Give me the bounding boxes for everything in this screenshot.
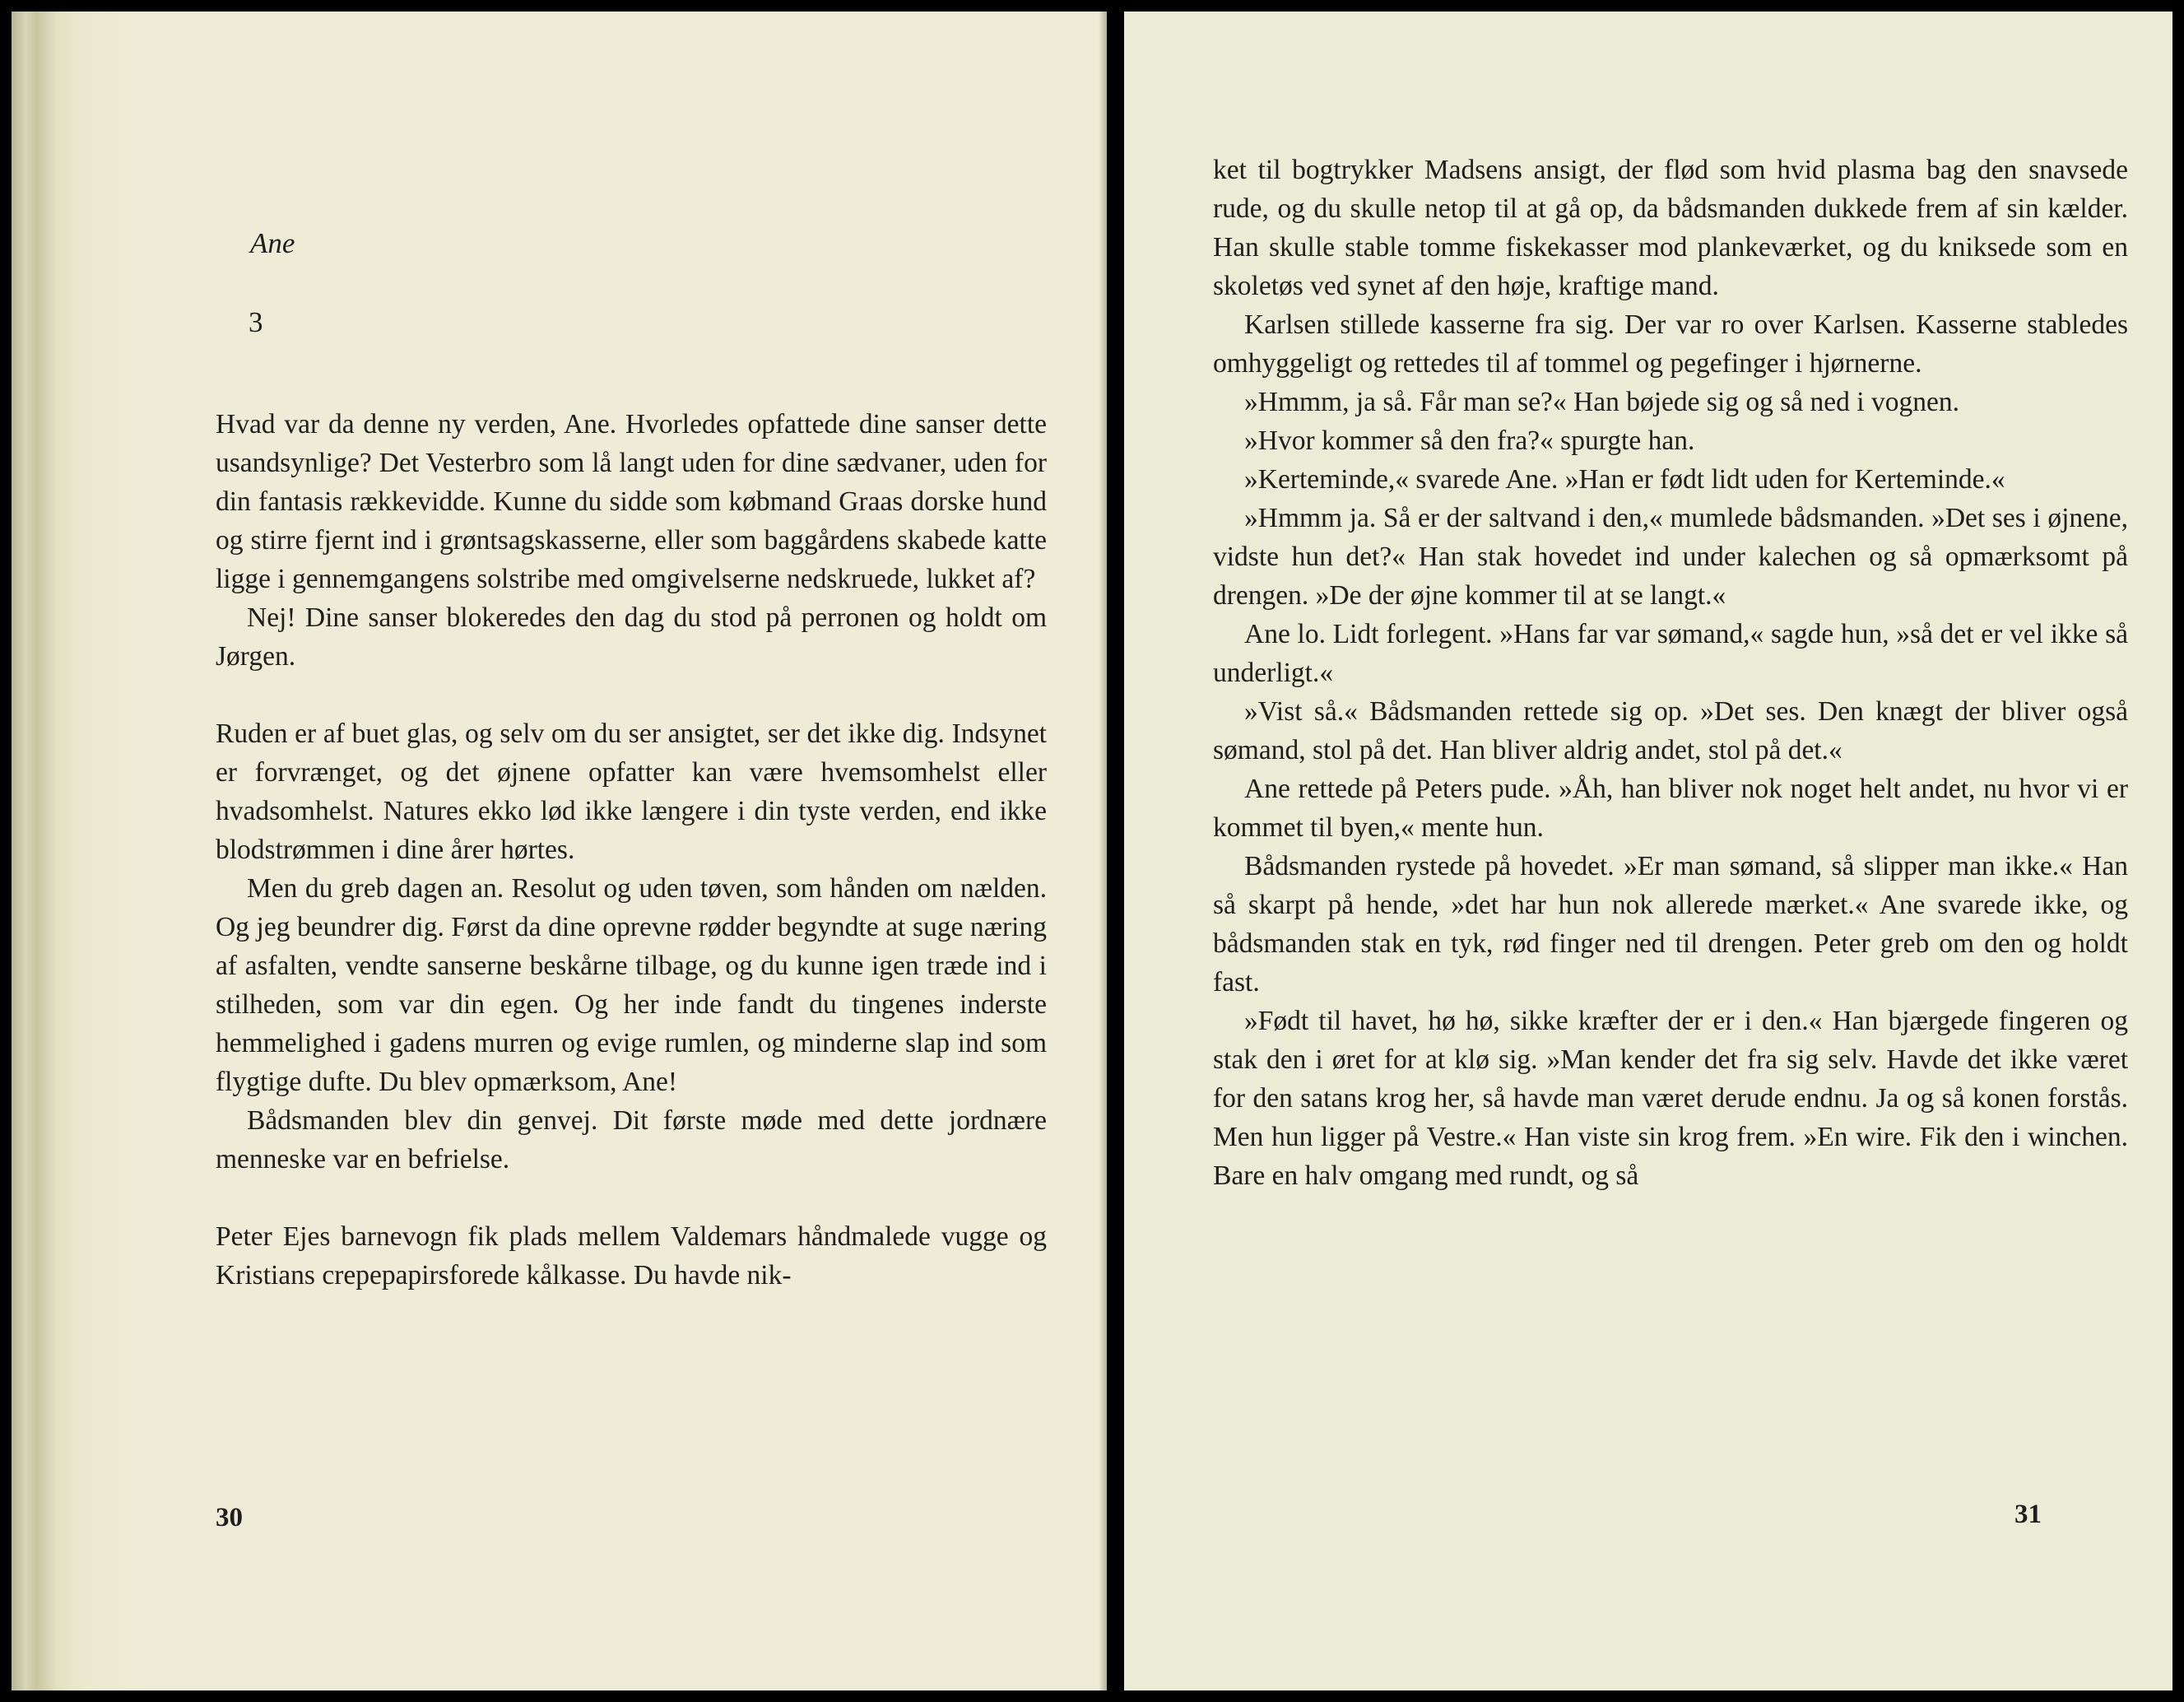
left-page (12, 12, 1107, 1690)
paragraph: Peter Ejes barnevogn fik plads mellem Valdemars håndmalede vugge og Kristians crepepapirsforede kålkasse. Du havde nik- (216, 1221, 1047, 1290)
paragraph: Men du greb dagen an. Resolut og uden tøven, som hånden om nælden. Og jeg beundrer dig. Først da dine oprevne rødder begyndte at suge næring af asfalten, vendte sanserne beskårne tilbage, og du kunne igen træde ind i stilheden, som var din egen. Og her inde fandt du tingenes inderste hemmelighed i gadens murren og evige rumlen, og minderne slap ind som flygtige dufte. Du blev opmærksom, Ane! (216, 873, 1047, 1097)
paragraph: »Hmmm, ja så. Får man se?« Han bøjede sig og så ned i vognen. (1244, 387, 1959, 417)
chapter-number: 3 (249, 306, 263, 338)
paragraph: ket til bogtrykker Madsens ansigt, der flød som hvid plasma bag den snavsede rude, og du skulle netop til at gå op, da bådsmanden dukkede frem af sin kælder. Han skulle stable tomme fiskekasser mod plankeværket, og du kniksede som en skoletøs ved synet af den høje, kraftige mand. (1213, 155, 2128, 301)
page-number: 31 (2014, 1500, 2042, 1529)
paragraph: Hvad var da denne ny verden, Ane. Hvorledes opfattede dine sanser dette usandsynlige? Det Vesterbro som lå langt uden for dine sædvaner, uden for din fantasis rækkevidde. Kunne du sidde som købmand Graas dorske hund og stirre fjernt ind i grøntsagskasserne, eller som baggårdens skabede katte ligge i gennemgangens solstribe med omgivelserne nedskruede, lukket af? (216, 409, 1047, 594)
paragraph: Karlsen stillede kasserne fra sig. Der var ro over Karlsen. Kasserne stabledes omhyggeligt og rettedes til af tommel og pegefinger i hjørnerne. (1213, 309, 2128, 379)
chapter-title: Ane (250, 227, 295, 259)
paragraph: »Hmmm ja. Så er der saltvand i den,« mumlede bådsmanden. »Det ses i øjnene, vidste hun det?« Han stak hovedet ind under kalechen og så opmærksomt på drengen. »De der øjne kommer til at se langt.« (1213, 503, 2128, 611)
paragraph: »Født til havet, hø hø, sikke kræfter der er i den.« Han bjærgede fingeren og stak den i øret for at klø sig. »Man kender det fra sig selv. Havde det ikke været for den satans krog her, så havde man været derude endnu. Ja og så konen forstås. Men hun ligger på Vestre.« Han viste sin krog frem. »En wire. Fik den i winchen. Bare en halv omgang med rundt, og så (1213, 1006, 2128, 1191)
paragraph: Ane rettede på Peters pude. »Åh, han bliver nok noget helt andet, nu hvor vi er kommet til byen,« mente hun. (1213, 774, 2128, 843)
page-number: 30 (216, 1503, 243, 1532)
paragraph: »Kerteminde,« svarede Ane. »Han er født lidt uden for Kerteminde.« (1244, 464, 2005, 495)
paragraph: Nej! Dine sanser blokeredes den dag du stod på perronen og holdt om Jørgen. (216, 602, 1047, 672)
paragraph: Ane lo. Lidt forlegent. »Hans far var sømand,« sagde hun, »så det er vel ikke så underligt.« (1213, 619, 2128, 688)
paragraph: Ruden er af buet glas, og selv om du ser ansigtet, ser det ikke dig. Indsynet er forvrænget, og det øjnene opfatter kan være hvemsomhelst eller hvadsomhelst. Natures ekko lød ikke længere i din tyste verden, end ikke blodstrømmen i dine årer hørtes. (216, 718, 1047, 865)
right-page (1124, 12, 2172, 1690)
paragraph: »Hvor kommer så den fra?« spurgte han. (1244, 426, 1695, 456)
right-page-text (1213, 151, 2128, 1195)
spine-shadow (1099, 12, 1107, 1690)
paragraph: Bådsmanden blev din genvej. Dit første møde med dette jordnære menneske var en befrielse. (216, 1105, 1047, 1174)
paragraph: »Vist så.« Bådsmanden rettede sig op. »Det ses. Den knægt der bliver også sømand, stol på det. Han bliver aldrig andet, stol på det.« (1213, 696, 2128, 765)
paragraph: Bådsmanden rystede på hovedet. »Er man sømand, så slipper man ikke.« Han så skarpt på hende, »det har hun nok allerede mærket.« Ane svarede ikke, og bådsmanden stak en tyk, rød finger ned til drengen. Peter greb om den og holdt fast. (1213, 851, 2128, 997)
left-page-text (216, 405, 1047, 1295)
